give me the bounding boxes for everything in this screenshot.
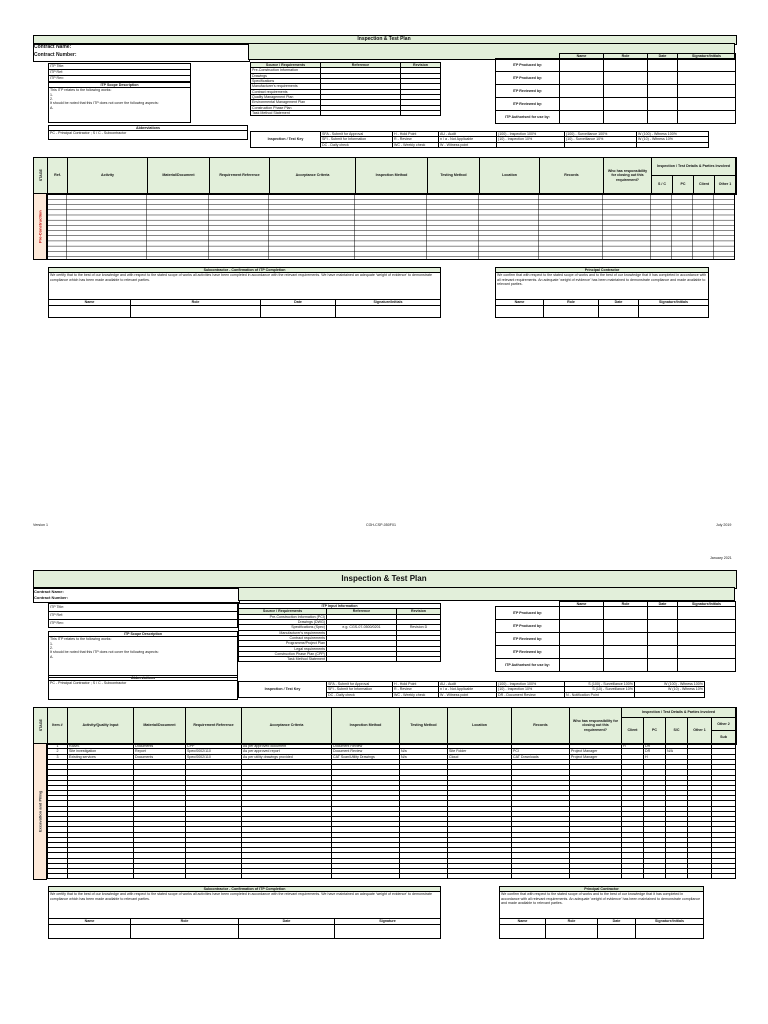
table-cell[interactable]: DR: [644, 744, 666, 749]
key-cell: S (10) - Surveillance 10%: [565, 687, 635, 692]
key-cell: S (100) - Surveillance 100%: [565, 682, 635, 687]
main-header-requirement: Requirement Reference: [186, 708, 242, 744]
sheet2-signoff-table: [495, 601, 736, 672]
table-cell[interactable]: [48, 874, 68, 879]
pc-sig-signature-field[interactable]: [639, 305, 709, 317]
table-cell[interactable]: Existing services: [68, 754, 134, 759]
table-cell[interactable]: [134, 874, 186, 879]
key-cell: W - Witness point: [439, 692, 497, 697]
sub-sig-name-field[interactable]: [49, 924, 131, 938]
sub-sig-header: Name: [49, 300, 131, 305]
table-cell[interactable]: [68, 874, 134, 879]
signoff-row-label: ITP Authorised for use by:: [496, 111, 560, 124]
table-cell[interactable]: N/A: [666, 749, 688, 754]
signoff-date-header: Date: [648, 54, 678, 59]
key-cell: N - Notification Point: [565, 692, 635, 697]
sheet2-source-table: [238, 603, 441, 662]
source-header: Source / Requirements: [239, 609, 327, 614]
key-cell: W (10) - Witness 10%: [635, 687, 705, 692]
main-header-acceptance: Acceptance Criteria: [270, 158, 356, 194]
key-cell: H - Hold Point: [393, 132, 439, 137]
table-cell[interactable]: Document Review: [332, 749, 400, 754]
table-cell[interactable]: Spec/0002/110: [186, 749, 242, 754]
table-cell[interactable]: As per utility drawings provided: [242, 754, 332, 759]
key-cell: AU - Audit: [439, 132, 497, 137]
sub-sig-role-field[interactable]: [131, 924, 239, 938]
party-col: Client: [694, 176, 715, 194]
table-cell[interactable]: [570, 874, 622, 879]
source-row: Specifications (Spec): [239, 625, 327, 630]
scope-line: 2.: [50, 96, 53, 101]
main-header-activity: Activity: [68, 158, 148, 194]
key-cell: DC - Daily check: [327, 692, 393, 697]
sheet2-contract-name: Contract Name:: [34, 589, 64, 594]
sheet1-itp-fields: [48, 63, 191, 82]
sheet1-source-table: [250, 62, 441, 116]
table-cell[interactable]: CAT Scan/Utility Drawings: [332, 754, 400, 759]
key-label: Inspection / Test Key: [239, 682, 327, 698]
sheet2-itp-fields: [48, 603, 238, 628]
abbrev-text: PC - Principal Contractor ; S / C - Subcontractor: [49, 681, 238, 700]
signoff-row-label: ITP Reviewed by:: [496, 646, 560, 659]
key-cell: W - Witness point: [439, 142, 497, 147]
party-col: PC: [644, 718, 666, 744]
pc-sig-role-field[interactable]: [544, 305, 599, 317]
pc-sig-header: Name: [496, 300, 544, 305]
sheet2-title: Inspection & Test Plan: [341, 574, 427, 583]
signoff-row-label: ITP Reviewed by:: [496, 98, 560, 111]
sheet1-contract-number: Contract Number:: [34, 52, 77, 58]
table-cell[interactable]: [448, 874, 512, 879]
sheet2-date-top: January 2021: [710, 556, 732, 560]
pc-sig-header: Signature/Initials: [636, 919, 704, 924]
signoff-date-header: Date: [648, 602, 678, 607]
main-header-inspection: Inspection Method: [332, 708, 400, 744]
party-col: Other 1: [688, 718, 712, 744]
signoff-row-label: ITP Reviewed by:: [496, 85, 560, 98]
scope-line: It should be noted that this ITP does not cover the following aspects:: [50, 650, 159, 655]
table-cell[interactable]: DR: [644, 749, 666, 754]
key-label: Inspection / Test Key: [251, 132, 321, 148]
table-cell[interactable]: [186, 874, 242, 879]
scope-title: ITP Scope Description: [49, 83, 191, 88]
table-cell[interactable]: PCI: [512, 749, 570, 754]
table-cell[interactable]: N/a: [400, 754, 448, 759]
sheet2-sub-confirm: [48, 886, 441, 939]
source-row: Specifications: [251, 78, 321, 83]
abbrev-title: Abbreviations: [49, 126, 248, 131]
source-row: Construction Phase Plan (CPP): [239, 651, 327, 656]
key-cell: R - Review: [393, 137, 439, 142]
key-cell: (10) - Inspection 10%: [497, 137, 565, 142]
main-header-requirement: Requirement Reference: [210, 158, 270, 194]
source-row: Drawings: [251, 73, 321, 78]
sub-sig-header: Role: [131, 300, 261, 305]
table-cell[interactable]: Spec/0002/110: [186, 754, 242, 759]
main-header-stage: STAGE: [34, 708, 48, 744]
table-cell[interactable]: H: [644, 754, 666, 759]
source-row: Environmental Management Plan: [251, 100, 321, 105]
itp-title-label: ITP Title:: [49, 64, 191, 70]
main-header-records: Records: [512, 708, 570, 744]
table-cell[interactable]: As per approved report: [242, 749, 332, 754]
sheet1-title: Inspection & Test Plan: [357, 36, 411, 42]
table-cell[interactable]: Document Review: [332, 744, 400, 749]
sub-sig-header: Date: [239, 919, 335, 924]
source-row: Contract requirements: [251, 89, 321, 94]
input-info-title: ITP Input Information: [239, 604, 441, 609]
sub-sig-header: Role: [131, 919, 239, 924]
source-row: Pre-Construction Information (PCI): [239, 614, 327, 619]
table-cell[interactable]: [622, 874, 644, 879]
key-cell: W (100) - Witness 100%: [637, 132, 709, 137]
sheet1-contract-name: Contract Name:: [34, 44, 72, 50]
sheet2-scope: [48, 631, 238, 678]
table-cell[interactable]: [332, 874, 400, 879]
main-header-ref: Ref.: [48, 158, 68, 194]
sub-sig-header: Date: [261, 300, 336, 305]
table-cell[interactable]: [644, 874, 666, 879]
main-header-inspection: Inspection Method: [356, 158, 428, 194]
key-cell: WC - Weekly check: [393, 692, 439, 697]
table-cell[interactable]: H: [622, 744, 644, 749]
revision-header: Revision: [397, 609, 441, 614]
abbrev-title: Abbreviations: [49, 676, 238, 681]
sub-sig-signature-field[interactable]: [336, 305, 441, 317]
key-cell: (10) - Surveillance 10%: [565, 137, 637, 142]
sheet1-signoff-table: [495, 53, 736, 124]
sheet2-main-header: [33, 707, 736, 744]
pc-title: Principal Contractor: [496, 268, 709, 273]
sub-sig-role-field[interactable]: [131, 305, 261, 317]
scope-text: [49, 637, 238, 678]
table-cell[interactable]: Site Folder: [448, 749, 512, 754]
main-header-testing: Testing Method: [428, 158, 480, 194]
scope-line: 1.: [50, 641, 53, 646]
itp-ref-label: ITP Ref:: [49, 70, 191, 76]
pc-sig-role-field[interactable]: [546, 924, 598, 938]
source-row: Pre-Construction Information: [251, 68, 321, 73]
pc-sig-header: Signature/Initials: [639, 300, 709, 305]
source-row: Task Method Statement: [251, 110, 321, 115]
table-cell[interactable]: [688, 874, 712, 879]
pc-sig-header: Date: [599, 300, 639, 305]
key-cell: WC - Weekly check: [393, 142, 439, 147]
scope-line: This ITP relates to the following works:: [50, 88, 112, 93]
party-sub: Sub: [712, 731, 736, 744]
source-row: Contract requirements: [239, 635, 327, 640]
itp-rev-label: ITP Rev:: [49, 76, 191, 82]
sub-confirm-title: Subcontractor - Confirmation of ITP Completion: [49, 268, 441, 273]
sub-sig-date-field[interactable]: [261, 305, 336, 317]
sheet2-abbrev: [48, 675, 238, 700]
revision-cell: Revision D: [397, 625, 441, 630]
parties-title: Inspection / Test Details & Parties Involved: [622, 708, 736, 718]
table-cell[interactable]: 3: [48, 754, 68, 759]
sheet2-contract-number: Contract Number:: [34, 595, 69, 600]
table-cell[interactable]: Cloud: [448, 754, 512, 759]
scope-title: ITP Scope Description: [49, 632, 238, 637]
scope-line: 1.: [50, 92, 53, 97]
key-cell: (10) - Inspection 10%: [497, 687, 565, 692]
sub-sig-signature-field[interactable]: [335, 924, 441, 938]
main-header-material: Material/Document: [148, 158, 210, 194]
key-cell: W (10) - Witness 10%: [637, 137, 709, 142]
main-header-location: Location: [480, 158, 540, 194]
pc-title: Principal Contractor: [500, 887, 704, 892]
pc-sig-header: Name: [500, 919, 546, 924]
sub-confirm-title: Subcontractor - Confirmation of ITP Completion: [49, 887, 441, 892]
sub-confirm-text: We certify that to the best of our knowledge and with respect to the stated scope of works all activities have been completed in accordance with the relevant requirements. We have maintained an adequate 'weight of evidence' to demonstrate compliance which has been made available to relevant parties.: [49, 273, 441, 300]
party-col: PC: [673, 176, 694, 194]
sheet1-pc-confirm: [495, 267, 709, 318]
party-col: Client: [622, 718, 644, 744]
reference-header: Reference: [327, 609, 397, 614]
signoff-signature-header: Signature/Initials: [678, 602, 736, 607]
table-row: [48, 874, 736, 879]
scope-line: This ITP relates to the following works:: [50, 637, 112, 642]
key-cell: n / a - Not Applicable: [439, 687, 497, 692]
key-cell: (100) - Inspection 100%: [497, 682, 565, 687]
scope-line: It should be noted that this ITP does not cover the following aspects:: [50, 101, 159, 106]
key-cell: (100) - Inspection 100%: [497, 132, 565, 137]
pc-sig-header: Role: [544, 300, 599, 305]
table-cell[interactable]: CPP: [186, 744, 242, 749]
signoff-signature-header: Signature/Initials: [678, 54, 736, 59]
revision-header: Revision: [401, 63, 441, 68]
table-cell[interactable]: [712, 874, 736, 879]
scope-line: 2.: [50, 645, 53, 650]
source-row: Construction Phase Plan: [251, 105, 321, 110]
sheet1-body-cols: [47, 193, 735, 260]
itp-ref-label: ITP Ref:: [49, 612, 238, 620]
signoff-role-header: Role: [604, 54, 648, 59]
pc-text: We confirm that with respect to the stated scope of works and to the best of our knowledge that it has completed in accordance with all relevant requirements. An adequate 'weight of evidence' has been maintained to demonstrate compliance and made available to relevant parties.: [500, 892, 704, 919]
pc-sig-signature-field[interactable]: [636, 924, 704, 938]
main-header-responsibility: Who has responsibility for closing out this requirement?: [604, 158, 652, 194]
table-cell[interactable]: 1: [48, 744, 68, 749]
source-row: Task Method Statement: [239, 657, 327, 662]
table-cell[interactable]: Documents: [134, 754, 186, 759]
main-header-records: Records: [540, 158, 604, 194]
sheet1-abbrev: [48, 125, 248, 140]
main-header-material: Material/Document: [134, 708, 186, 744]
sub-sig-name-field[interactable]: [49, 305, 131, 317]
key-cell: H - Hold Point: [393, 682, 439, 687]
sub-sig-header: Signature/Initials: [336, 300, 441, 305]
table-cell[interactable]: [400, 874, 448, 879]
sheet2-body-table: [47, 743, 736, 879]
sheet1-sub-confirm: [48, 267, 441, 318]
table-cell[interactable]: Site investigation: [68, 749, 134, 754]
source-row: Legal requirements: [239, 646, 327, 651]
signoff-row-label: ITP Produced by:: [496, 72, 560, 85]
pc-sig-name-field[interactable]: [500, 924, 546, 938]
sheet2-contract-band: [238, 587, 735, 601]
key-cell: SFA - Submit for Approval: [321, 132, 393, 137]
party-col: Other 1: [715, 176, 736, 194]
table-cell[interactable]: RAMS: [68, 744, 134, 749]
sheet1-footer-center: CGH-CSP-050F01: [366, 523, 396, 527]
table-cell[interactable]: [242, 874, 332, 879]
revision-cell: [397, 657, 441, 662]
key-cell: W (100) - Witness 100%: [635, 682, 705, 687]
main-header-activity: Activity/Quality Input: [68, 708, 134, 744]
source-row: Manufacturer's requirements: [239, 630, 327, 635]
signoff-row-label: ITP Produced by:: [496, 59, 560, 72]
pc-text: We confirm that with respect to the stated scope of works and to the best of our knowledge that it has completed in accordance with all relevant requirements. An adequate 'weight of evidence' has been maintained to demonstrate compliance and made available to relevant parties.: [496, 273, 709, 300]
table-cell[interactable]: Project Manager: [570, 749, 622, 754]
pc-sig-header: Role: [546, 919, 598, 924]
sheet2-key-table: [238, 681, 705, 698]
sub-confirm-text: We certify that to the best of our knowledge and with respect to the stated scope of works all activities have been completed in accordance with the relevant requirements. We have maintained an adequate 'weight of evidence' to demonstrate compliance which has been made available to relevant parties.: [49, 892, 441, 919]
table-cell[interactable]: 2: [48, 749, 68, 754]
key-cell: (100) - Surveillance 100%: [565, 132, 637, 137]
scope-line: A.: [50, 105, 54, 110]
main-header-location: Location: [448, 708, 512, 744]
key-cell: SFI - Submit for Information: [321, 137, 393, 142]
abbrev-text: PC - Principal Contractor ; S / C - Subcontractor: [49, 131, 248, 140]
signoff-row-label: ITP Reviewed by:: [496, 633, 560, 646]
source-row: Drawings (DWG): [239, 619, 327, 624]
sheet1-footer-left: Version 1: [33, 523, 48, 527]
main-header-acceptance: Acceptance Criteria: [242, 708, 332, 744]
pc-sig-header: Date: [598, 919, 636, 924]
signoff-row-label: ITP Produced by:: [496, 620, 560, 633]
signoff-role-header: Role: [604, 602, 648, 607]
sub-sig-header: Name: [49, 919, 131, 924]
main-header-item: Item #: [48, 708, 68, 744]
table-cell[interactable]: N/a: [400, 749, 448, 754]
source-row: Quality Management Plan: [251, 94, 321, 99]
sheet1-scope: [48, 82, 191, 123]
key-cell: DC - Daily check: [321, 142, 393, 147]
sub-sig-date-field[interactable]: [239, 924, 335, 938]
signoff-name-header: Name: [560, 602, 604, 607]
key-cell: R - Review: [393, 687, 439, 692]
table-cell[interactable]: As per approved document: [242, 744, 332, 749]
sheet1-key-table: [250, 131, 709, 148]
pc-sig-date-field[interactable]: [598, 924, 636, 938]
table-cell[interactable]: Project Manager: [570, 754, 622, 759]
reference-header: Reference: [321, 63, 401, 68]
sheet1-main-header: [33, 157, 736, 194]
source-row: Programme/Project Plan: [239, 641, 327, 646]
party-col: S / C: [652, 176, 673, 194]
reference-cell: [327, 657, 397, 662]
sheet1-footer-right: July 2019: [716, 523, 732, 527]
pc-sig-date-field[interactable]: [599, 305, 639, 317]
table-cell[interactable]: Documents: [134, 744, 186, 749]
table-cell[interactable]: CAT Downloads: [512, 754, 570, 759]
signoff-name-header: Name: [560, 54, 604, 59]
scope-text: [49, 88, 191, 123]
party-col: S/C: [666, 718, 688, 744]
table-cell[interactable]: [666, 874, 688, 879]
key-cell: SFA - Submit for Approval: [327, 682, 393, 687]
sheet2-pc-confirm: [499, 886, 704, 939]
scope-line: A.: [50, 654, 54, 659]
source-row: Manufacturer's requirements: [251, 84, 321, 89]
itp-title-label: ITP Title:: [49, 604, 238, 612]
parties-title: Inspection / Test Details & Parties Involved: [652, 158, 736, 176]
signoff-row-label: ITP Produced by:: [496, 607, 560, 620]
key-cell: n / a - Not Applicable: [439, 137, 497, 142]
key-cell: AU - Audit: [439, 682, 497, 687]
reference-cell: e.g. CGS-07-0500/0201: [327, 625, 397, 630]
sub-sig-header: Signature: [335, 919, 441, 924]
main-header-responsibility: Who has responsibility for closing out this requirement?: [570, 708, 622, 744]
signoff-row-label: ITP Authorised for use by:: [496, 659, 560, 672]
table-cell[interactable]: Report: [134, 749, 186, 754]
table-cell[interactable]: [512, 874, 570, 879]
main-header-stage: STAGE: [34, 158, 48, 194]
sheet1-stage-label: Pre-Construction: [37, 210, 43, 243]
itp-rev-label: ITP Rev:: [49, 620, 238, 628]
party-col: Other 2: [712, 718, 736, 731]
source-header: Source / Requirements: [251, 63, 321, 68]
sheet2-stage-label: Excavation and Piling: [37, 790, 43, 833]
pc-sig-name-field[interactable]: [496, 305, 544, 317]
key-cell: SFI - Submit for Information: [327, 687, 393, 692]
key-cell: DR - Document Review: [497, 692, 565, 697]
main-header-testing: Testing Method: [400, 708, 448, 744]
